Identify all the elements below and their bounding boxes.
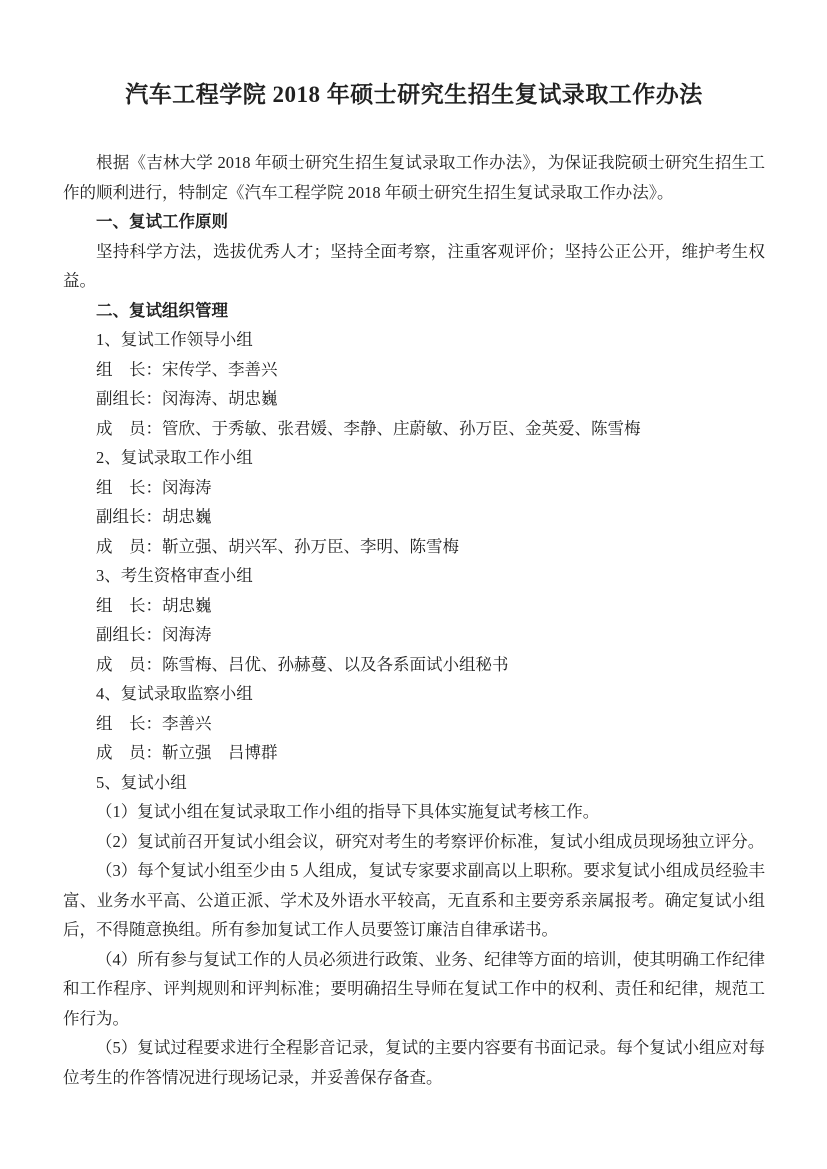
intro-paragraph: 根据《吉林大学 2018 年硕士研究生招生复试录取工作办法》，为保证我院硕士研究生招生工作的顺利进行，特制定《汽车工程学院 2018 年硕士研究生招生复试录取工作办法》。 — [63, 153, 765, 202]
group-3-deputy-line: 副组长：闵海涛 — [96, 625, 212, 644]
group-3-title-line: 3、考生资格审查小组 — [96, 566, 253, 585]
group-3-members-line: 成 员：陈雪梅、吕优、孙赫蔓、以及各系面试小组秘书 — [96, 654, 509, 674]
clause-1-paragraph: （1）复试小组在复试录取工作小组的指导下具体实施复试考核工作。 — [96, 802, 600, 821]
group-4-title-line: 4、复试录取监察小组 — [96, 684, 253, 703]
clause-3-paragraph: （3）每个复试小组至少由 5 人组成，复试专家要求副高以上职称。要求复试小组成员经验丰富、业务水平高、公道正派、学术及外语水平较高，无直系和主要旁系亲属报考。确定复试小组后，不得随意换组。所有参加复试工作人员要签订廉洁自律承诺书。 — [63, 861, 765, 939]
group-5-title-line: 5、复试小组 — [96, 772, 187, 792]
group-2-members-line: 成 员：靳立强、胡兴军、孙万臣、李明、陈雪梅 — [96, 536, 459, 556]
group-1-members-line: 成 员：管欣、于秀敏、张君媛、李静、庄蔚敏、孙万臣、金英爱、陈雪梅 — [96, 418, 641, 438]
clause-4-paragraph: （4）所有参与复试工作的人员必须进行政策、业务、纪律等方面的培训，使其明确工作纪律和工作程序、评判规则和评判标准；要明确招生导师在复试工作中的权利、责任和纪律，规范工作行为。 — [63, 949, 765, 1028]
principles-paragraph: 坚持科学方法，选拔优秀人才；坚持全面考察，注重客观评价；坚持公正公开，维护考生权益。 — [63, 241, 765, 290]
group-1-deputy-line: 副组长：闵海涛、胡忠巍 — [96, 389, 278, 408]
clause-5-paragraph: （5）复试过程要求进行全程影音记录，复试的主要内容要有书面记录。每个复试小组应对每位考生的作答情况进行现场记录，并妥善保存备查。 — [63, 1038, 765, 1087]
clause-2-paragraph: （2）复试前召开复试小组会议，研究对考生的考察评价标准，复试小组成员现场独立评分。 — [96, 831, 765, 851]
group-1-leader-line: 组 长：宋传学、李善兴 — [96, 359, 278, 379]
document-title: 汽车工程学院 2018 年硕士研究生招生复试录取工作办法 — [125, 82, 703, 107]
group-2-leader-line: 组 长：闵海涛 — [96, 477, 212, 497]
section-heading-1: 一、复试工作原则 — [96, 212, 228, 231]
group-4-leader-line: 组 长：李善兴 — [96, 713, 212, 733]
group-4-members-line: 成 员：靳立强 吕博群 — [96, 743, 278, 762]
group-2-deputy-line: 副组长：胡忠巍 — [96, 507, 212, 526]
section-heading-2: 二、复试组织管理 — [96, 300, 228, 320]
group-1-title-line: 1、复试工作领导小组 — [96, 330, 253, 349]
group-2-title-line: 2、复试录取工作小组 — [96, 448, 253, 467]
group-3-leader-line: 组 长：胡忠巍 — [96, 595, 212, 615]
